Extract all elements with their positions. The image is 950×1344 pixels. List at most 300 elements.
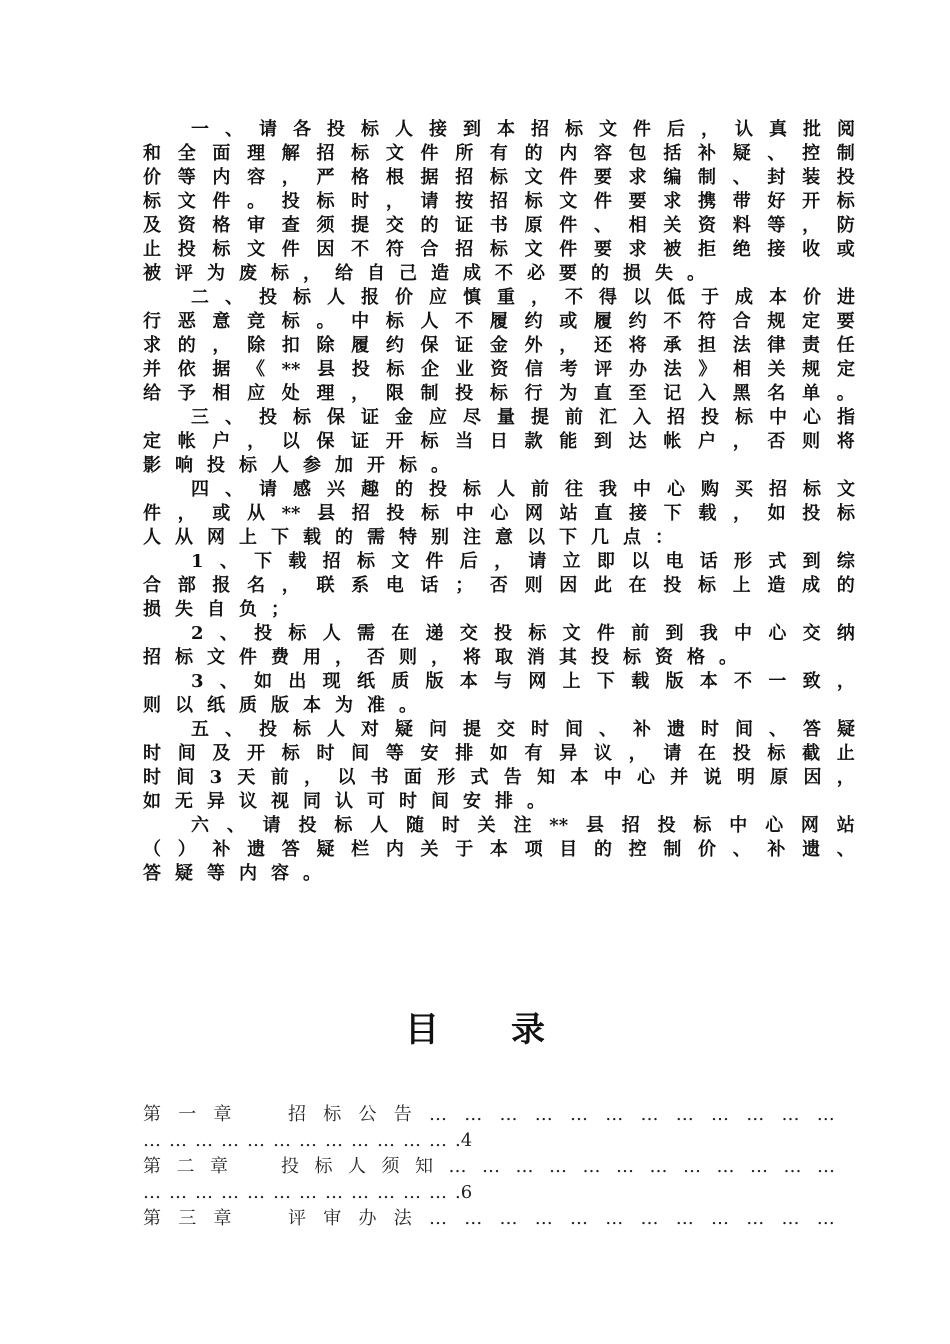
text-glyph: 人 — [395, 119, 413, 140]
toc-glyph: … — [403, 1130, 421, 1151]
text-glyph: 、 — [732, 167, 751, 188]
text-glyph: 理 — [247, 143, 266, 164]
text-glyph: 。 — [399, 695, 417, 716]
text-glyph: 书 — [370, 767, 389, 788]
text-glyph: 电 — [385, 575, 404, 596]
text-glyph: 以 — [281, 431, 300, 452]
text-glyph: 或 — [212, 503, 231, 524]
text-glyph: 量 — [497, 407, 515, 428]
text-glyph: 前 — [631, 623, 650, 644]
text-glyph: 、 — [593, 215, 612, 236]
text-glyph: 除 — [316, 335, 335, 356]
toc-glyph: … — [351, 1182, 369, 1203]
text-glyph: 注 — [513, 815, 532, 836]
text-glyph: 明 — [736, 767, 755, 788]
toc-glyph: 第 — [143, 1104, 161, 1125]
text-glyph: 否 — [489, 575, 508, 596]
text-glyph: 投 — [259, 719, 277, 740]
toc-glyph: … — [143, 1182, 161, 1203]
text-glyph: 县 — [585, 815, 604, 836]
text-glyph: 可 — [367, 791, 385, 812]
text-glyph: 请 — [420, 191, 439, 212]
text-glyph: 止 — [143, 239, 161, 260]
toc-glyph: … — [817, 1156, 835, 1177]
text-glyph: 金 — [489, 335, 508, 356]
notice-line — [143, 526, 855, 550]
text-glyph: 办 — [629, 359, 648, 380]
text-glyph: 费 — [271, 647, 289, 668]
notice-line — [143, 286, 855, 310]
text-glyph: ； — [271, 599, 289, 620]
toc-entry-page-line[interactable] — [143, 1128, 835, 1154]
text-glyph: 间 — [351, 743, 370, 764]
toc-glyph: 招 — [288, 1104, 306, 1125]
text-glyph: 前 — [531, 479, 549, 500]
text-glyph: 文 — [524, 239, 543, 260]
text-glyph: 。 — [431, 455, 449, 476]
text-glyph: 、 — [769, 719, 787, 740]
notice-line — [143, 790, 855, 814]
text-glyph: 、 — [225, 287, 243, 308]
text-glyph: 履 — [489, 311, 508, 332]
notice-line — [143, 838, 855, 862]
text-glyph: 响 — [175, 455, 193, 476]
text-glyph: 等 — [207, 863, 225, 884]
text-glyph: 文 — [177, 191, 196, 212]
text-glyph: 时 — [143, 743, 161, 764]
text-glyph: 户 — [698, 431, 716, 452]
text-glyph: 报 — [212, 575, 231, 596]
text-glyph: ** — [281, 503, 301, 524]
text-glyph: 的 — [395, 479, 413, 500]
text-glyph: 。 — [687, 263, 705, 284]
text-glyph: ， — [559, 335, 578, 356]
text-glyph: 本 — [699, 671, 718, 692]
text-glyph: 投 — [494, 623, 513, 644]
text-glyph: 意 — [495, 527, 513, 548]
text-glyph: 制 — [836, 143, 855, 164]
text-glyph: 要 — [559, 263, 577, 284]
text-glyph: 制 — [698, 167, 716, 188]
text-glyph: 予 — [177, 383, 196, 404]
text-glyph: 下 — [663, 503, 682, 524]
text-glyph: 符 — [385, 239, 404, 260]
text-glyph: 还 — [593, 335, 612, 356]
text-glyph: 补 — [698, 143, 716, 164]
text-glyph: 、 — [225, 407, 243, 428]
toc-glyph: … — [464, 1208, 483, 1229]
text-glyph: ） — [177, 839, 196, 860]
text-glyph: 至 — [628, 383, 647, 404]
text-glyph: 如 — [489, 743, 508, 764]
text-glyph: 人 — [143, 527, 161, 548]
text-glyph: 面 — [212, 143, 231, 164]
toc-glyph: … — [570, 1208, 588, 1229]
text-glyph: 恶 — [177, 311, 196, 332]
text-glyph: 查 — [281, 215, 300, 236]
text-glyph: 履 — [593, 311, 612, 332]
text-glyph: 、 — [225, 719, 243, 740]
text-glyph: 于 — [455, 839, 474, 860]
text-glyph: 价 — [803, 287, 821, 308]
text-glyph: 成 — [735, 287, 753, 308]
notice-line — [143, 118, 855, 142]
text-glyph: ， — [494, 551, 513, 572]
text-glyph: 标 — [565, 119, 583, 140]
text-glyph: 件 — [212, 191, 231, 212]
text-glyph: 开 — [367, 455, 385, 476]
text-glyph: 安 — [420, 743, 439, 764]
text-glyph: 投 — [591, 647, 609, 668]
text-glyph: 在 — [391, 623, 410, 644]
notice-line — [143, 502, 855, 526]
text-glyph: 资 — [655, 647, 673, 668]
text-glyph: 下 — [559, 527, 577, 548]
text-glyph: 站 — [836, 815, 855, 836]
text-glyph: 的 — [524, 143, 543, 164]
toc-entry-page-line[interactable] — [143, 1180, 835, 1206]
text-glyph: 以 — [337, 767, 356, 788]
text-glyph: 审 — [247, 215, 266, 236]
text-glyph: 如 — [254, 671, 273, 692]
text-glyph: 己 — [399, 263, 417, 284]
toc-glyph: … — [169, 1130, 187, 1151]
text-glyph: 意 — [212, 311, 231, 332]
text-glyph: 将 — [836, 431, 855, 452]
text-glyph: 议 — [239, 791, 257, 812]
text-glyph: 从 — [175, 527, 193, 548]
toc-glyph: … — [429, 1208, 447, 1229]
text-glyph: 行 — [524, 383, 543, 404]
text-glyph: 能 — [559, 431, 578, 452]
text-glyph: 阅 — [837, 119, 855, 140]
text-glyph: 投 — [802, 503, 821, 524]
text-glyph: 纸 — [356, 671, 375, 692]
text-glyph: 异 — [559, 743, 578, 764]
text-glyph: 标 — [623, 647, 641, 668]
text-glyph: 合 — [143, 575, 161, 596]
toc-glyph: … — [816, 1104, 835, 1125]
text-glyph: ， — [281, 575, 300, 596]
text-glyph: 拒 — [698, 239, 716, 260]
text-glyph: 纸 — [207, 695, 225, 716]
text-glyph: 、 — [219, 671, 238, 692]
text-glyph: 系 — [351, 575, 370, 596]
text-glyph: 形 — [437, 767, 456, 788]
text-glyph: 严 — [316, 167, 335, 188]
text-glyph: 、 — [225, 119, 243, 140]
text-glyph: 有 — [489, 143, 508, 164]
text-glyph: 投 — [254, 623, 273, 644]
text-glyph: 投 — [455, 383, 474, 404]
text-glyph: 的 — [836, 575, 855, 596]
text-glyph: 招 — [621, 815, 640, 836]
text-glyph: ** — [549, 815, 569, 836]
text-glyph: 请 — [259, 479, 277, 500]
text-glyph: 遗 — [667, 719, 685, 740]
text-glyph: 考 — [559, 359, 578, 380]
text-glyph: 控 — [802, 143, 821, 164]
text-glyph: 指 — [837, 407, 855, 428]
text-glyph: 投 — [701, 407, 719, 428]
text-glyph: 到 — [463, 119, 481, 140]
notice-line — [143, 718, 855, 742]
text-glyph: 投 — [298, 815, 317, 836]
notice-line — [143, 646, 855, 670]
text-glyph: 书 — [489, 215, 508, 236]
text-glyph: ， — [281, 167, 300, 188]
text-glyph: 不 — [495, 263, 513, 284]
text-glyph: 招 — [769, 479, 787, 500]
text-glyph: 文 — [837, 479, 855, 500]
text-glyph: 载 — [631, 671, 650, 692]
toc-glyph: … — [711, 1208, 729, 1229]
text-glyph: 标 — [212, 239, 231, 260]
text-glyph: 3 — [209, 767, 223, 788]
text-glyph: 包 — [628, 143, 647, 164]
text-glyph: 应 — [429, 287, 447, 308]
text-glyph: 投 — [259, 407, 277, 428]
toc-glyph: … — [746, 1208, 765, 1229]
text-glyph: 交 — [802, 623, 821, 644]
text-glyph: 提 — [463, 719, 481, 740]
text-glyph: 损 — [143, 599, 161, 620]
toc-gap — [244, 1154, 266, 1180]
text-glyph: 好 — [767, 191, 786, 212]
notice-line — [143, 694, 855, 718]
text-glyph: 时 — [701, 719, 719, 740]
text-glyph: 符 — [698, 311, 716, 332]
text-glyph: 电 — [665, 551, 684, 572]
text-glyph: 标 — [836, 191, 855, 212]
text-glyph: 收 — [802, 239, 821, 260]
text-glyph: 因 — [559, 575, 578, 596]
toc-glyph: … — [325, 1182, 343, 1203]
toc-glyph: … — [482, 1156, 500, 1177]
text-glyph: 的 — [593, 839, 612, 860]
text-glyph: 造 — [767, 575, 786, 596]
text-glyph: 标 — [386, 359, 405, 380]
notice-line — [143, 166, 855, 190]
text-glyph: 请 — [663, 743, 682, 764]
toc-glyph: … — [299, 1182, 317, 1203]
text-glyph: 关 — [663, 215, 682, 236]
text-glyph: 为 — [335, 695, 353, 716]
text-glyph: 招 — [667, 407, 685, 428]
text-glyph: ， — [732, 431, 751, 452]
notice-line — [143, 142, 855, 166]
toc-glyph: … — [448, 1156, 467, 1177]
text-glyph: 名 — [767, 383, 786, 404]
text-glyph: 时 — [441, 815, 460, 836]
text-glyph: 名 — [247, 575, 266, 596]
text-glyph: 此 — [593, 575, 612, 596]
text-glyph: 的 — [420, 215, 439, 236]
text-glyph: 或 — [836, 239, 855, 260]
text-glyph: 制 — [663, 839, 682, 860]
text-glyph: 中 — [455, 503, 474, 524]
text-glyph: 人 — [370, 815, 389, 836]
text-glyph: 报 — [361, 287, 379, 308]
text-glyph: 信 — [525, 359, 544, 380]
toc-entry-line[interactable] — [143, 1154, 835, 1180]
text-glyph: 件 — [559, 167, 578, 188]
table-of-contents — [143, 1102, 835, 1232]
text-glyph: 出 — [288, 671, 307, 692]
text-glyph: 认 — [335, 791, 353, 812]
text-glyph: 开 — [802, 191, 821, 212]
toc-glyph: … — [675, 1104, 694, 1125]
text-glyph: 递 — [425, 623, 444, 644]
text-glyph: 否 — [767, 431, 786, 452]
text-glyph: 为 — [559, 383, 578, 404]
text-glyph: 载 — [288, 551, 307, 572]
text-glyph: 料 — [732, 215, 751, 236]
toc-glyph: … — [582, 1156, 601, 1177]
text-glyph: 于 — [701, 287, 719, 308]
text-glyph: 相 — [628, 215, 647, 236]
text-glyph: 2 — [191, 623, 204, 644]
text-glyph: 则 — [524, 575, 543, 596]
text-glyph: 须 — [316, 215, 335, 236]
text-glyph: 招 — [531, 119, 549, 140]
toc-entry-line[interactable] — [143, 1102, 835, 1128]
text-glyph: 文 — [559, 191, 578, 212]
text-glyph: 携 — [698, 191, 716, 212]
text-glyph: 到 — [593, 431, 612, 452]
text-glyph: 规 — [767, 311, 786, 332]
toc-glyph: … — [377, 1130, 395, 1151]
text-glyph: 保 — [316, 431, 335, 452]
text-glyph: 投 — [259, 287, 277, 308]
text-glyph: 帐 — [663, 431, 682, 452]
toc-glyph: … — [273, 1130, 291, 1151]
toc-glyph: … — [781, 1208, 800, 1229]
text-glyph: 价 — [698, 839, 716, 860]
toc-entry-line[interactable] — [143, 1206, 835, 1232]
text-glyph: 低 — [667, 287, 685, 308]
text-glyph: 标 — [356, 551, 375, 572]
text-glyph: 纳 — [836, 623, 855, 644]
text-glyph: 点 — [623, 527, 641, 548]
text-glyph: 招 — [351, 503, 370, 524]
text-glyph: 编 — [663, 167, 682, 188]
text-glyph: 质 — [391, 671, 410, 692]
text-glyph: 规 — [802, 359, 821, 380]
toc-glyph: … — [570, 1104, 588, 1125]
text-glyph: 尽 — [463, 407, 481, 428]
text-glyph: 人 — [327, 719, 345, 740]
text-glyph: 标 — [361, 119, 379, 140]
text-glyph: 请 — [262, 815, 281, 836]
text-glyph: 取 — [495, 647, 513, 668]
text-glyph: 及 — [143, 215, 161, 236]
toc-glyph: … — [377, 1182, 395, 1203]
text-glyph: 安 — [463, 791, 481, 812]
text-glyph: ， — [351, 383, 370, 404]
notice-line — [143, 574, 855, 598]
text-glyph: 竞 — [247, 311, 266, 332]
notice-line — [143, 190, 855, 214]
text-glyph: 与 — [494, 671, 513, 692]
notice-line — [143, 478, 855, 502]
text-glyph: 必 — [527, 263, 545, 284]
text-glyph: 间 — [565, 719, 583, 740]
text-glyph: 立 — [562, 551, 581, 572]
text-glyph: 标 — [271, 263, 289, 284]
text-glyph: 知 — [537, 767, 556, 788]
text-glyph: 则 — [143, 695, 161, 716]
text-glyph: 随 — [405, 815, 424, 836]
text-glyph: 特 — [399, 527, 417, 548]
text-glyph: 汇 — [599, 407, 617, 428]
text-glyph: 根 — [385, 167, 404, 188]
text-glyph: 得 — [599, 287, 617, 308]
text-glyph: 原 — [770, 767, 789, 788]
text-glyph: 负 — [239, 599, 257, 620]
text-glyph: 扣 — [281, 335, 300, 356]
text-glyph: 价 — [395, 287, 413, 308]
text-glyph: 任 — [836, 335, 855, 356]
toc-glyph: 章 — [210, 1156, 228, 1177]
text-glyph: 日 — [489, 431, 508, 452]
notice-line — [143, 382, 855, 406]
toc-glyph: … — [499, 1208, 518, 1229]
text-glyph: 定 — [802, 311, 821, 332]
toc-glyph: 标 — [323, 1104, 342, 1125]
text-glyph: 标 — [385, 311, 404, 332]
text-glyph: 本 — [459, 671, 478, 692]
toc-glyph: … — [429, 1104, 447, 1125]
text-glyph: 栏 — [351, 839, 370, 860]
text-glyph: （ — [143, 839, 161, 860]
notice-line — [143, 430, 855, 454]
text-glyph: 标 — [528, 623, 547, 644]
text-glyph: 版 — [665, 671, 684, 692]
text-glyph: 合 — [420, 239, 439, 260]
text-glyph: 为 — [207, 263, 225, 284]
notice-line — [143, 454, 855, 478]
text-glyph: 保 — [327, 407, 345, 428]
text-glyph: 投 — [429, 479, 447, 500]
text-glyph: 疑 — [837, 719, 855, 740]
text-glyph: 以 — [631, 551, 650, 572]
text-glyph: 关 — [767, 359, 786, 380]
text-glyph: 本 — [489, 839, 508, 860]
toc-glyph: … — [429, 1130, 447, 1151]
text-glyph: 标 — [293, 287, 311, 308]
text-glyph: 件 — [559, 239, 578, 260]
text-glyph: 投 — [836, 167, 855, 188]
text-glyph: 的 — [177, 335, 196, 356]
text-glyph: 因 — [316, 239, 335, 260]
text-glyph: 格 — [687, 647, 705, 668]
text-glyph: 本 — [497, 119, 515, 140]
toc-glyph: 三 — [178, 1208, 197, 1229]
text-glyph: 。 — [303, 863, 321, 884]
text-glyph: 标 — [489, 383, 508, 404]
toc-glyph: … — [781, 1104, 800, 1125]
text-glyph: 资 — [177, 215, 196, 236]
toc-glyph: … — [195, 1130, 213, 1151]
toc-glyph: … — [816, 1208, 835, 1229]
text-glyph: 投 — [663, 575, 682, 596]
text-glyph: 即 — [596, 551, 615, 572]
text-glyph: 载 — [698, 503, 717, 524]
text-glyph: 废 — [239, 263, 257, 284]
text-glyph: 本 — [303, 695, 321, 716]
text-glyph: 标 — [351, 143, 370, 164]
